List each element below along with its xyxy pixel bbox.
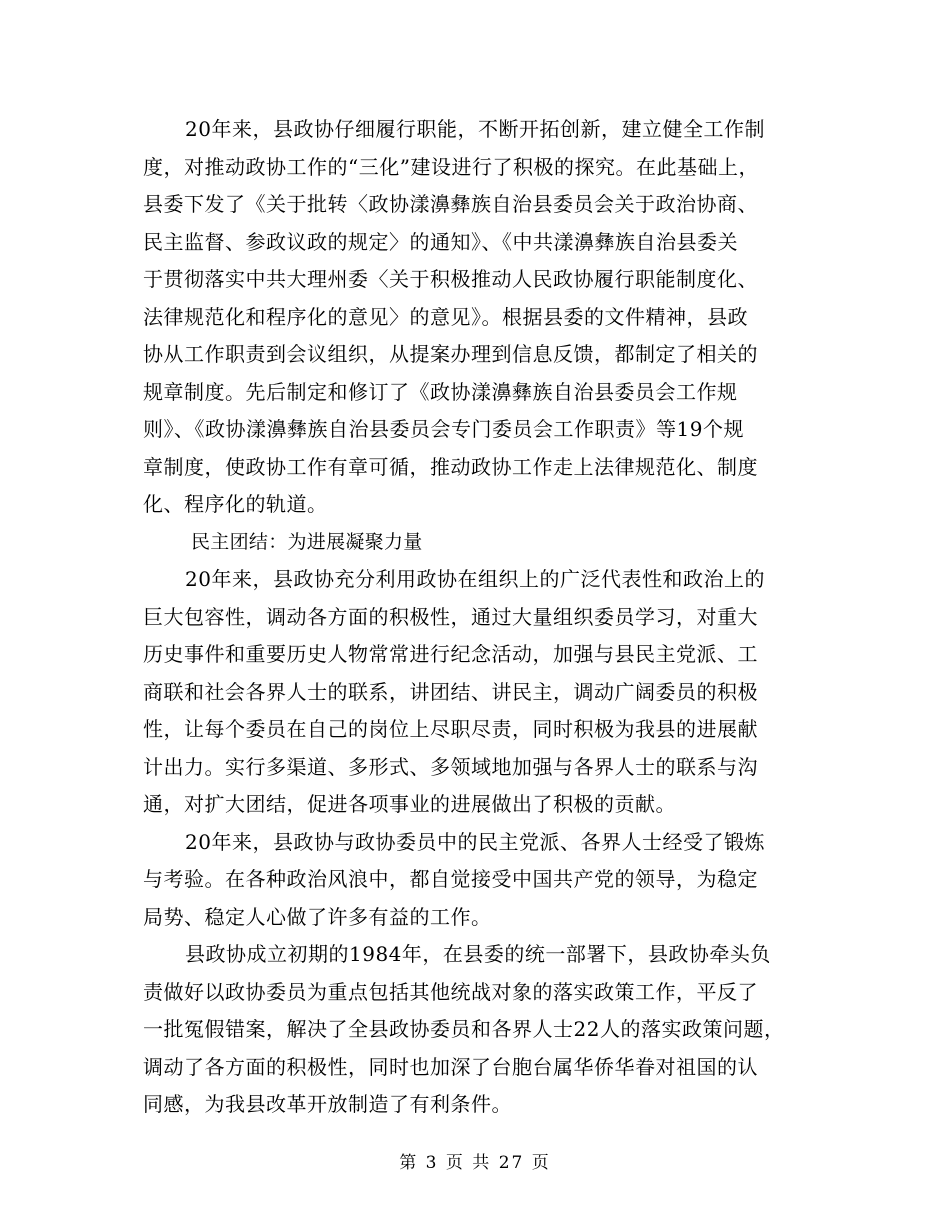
text-line: 度，对推动政协工作的“三化”建设进行了积极的探究。在此基础上， [143, 154, 759, 179]
text-line: 协从工作职责到会议组织，从提案办理到信息反馈，都制定了相关的 [143, 342, 758, 366]
text-line: 章制度，使政协工作有章可循，推动政协工作走上法律规范化、制度 [143, 454, 758, 479]
text-line: 20年来，县政协与政协委员中的民主党派、各界人士经受了锻炼 [185, 829, 765, 854]
text-line: 县委下发了《关于批转〈政协漾濞彝族自治县委员会关于政治协商、 [143, 192, 758, 216]
document-body [143, 111, 813, 1124]
text-line: 通，对扩大团结，促进各项事业的进展做出了积极的贡献。 [143, 792, 676, 816]
text-line: 计出力。实行多渠道、多形式、多领域地加强与各界人士的联系与沟 [143, 754, 758, 779]
paragraph-4 [143, 936, 813, 1124]
text-line: 巨大包容性，调动各方面的积极性，通过大量组织委员学习，对重大 [143, 604, 758, 629]
text-line: 一批冤假错案，解决了全县政协委员和各界人士22人的落实政策问题， [143, 1017, 785, 1041]
text-line: 法律规范化和程序化的意见〉的意见》。根据县委的文件精神，县政 [143, 304, 748, 329]
text-line: 化、程序化的轨道。 [143, 492, 328, 516]
text-line: 责做好以政协委员为重点包括其他统战对象的落实政策工作，平反了 [143, 979, 758, 1004]
text-line: 规章制度。先后制定和修订了《政协漾濞彝族自治县委员会工作规 [143, 379, 738, 404]
paragraph-3 [143, 824, 813, 937]
text-line: 20年来，县政协仔细履行职能，不断开拓创新，建立健全工作制 [185, 117, 765, 141]
text-line: 商联和社会各界人士的联系，讲团结、讲民主，调动广阔委员的积极 [143, 679, 758, 704]
text-line: 县政协成立初期的1984年，在县委的统一部署下，县政协牵头负 [185, 942, 771, 966]
paragraph-1 [143, 111, 813, 524]
text-line: 性，让每个委员在自己的岗位上尽职尽责，同时积极为我县的进展献 [143, 717, 758, 741]
text-line: 于贯彻落实中共大理州委〈关于积极推动人民政协履行职能制度化、 [143, 267, 758, 291]
section-heading: 民主团结：为进展凝聚力量 [191, 530, 423, 553]
text-line: 则》、《政协漾濞彝族自治县委员会专门委员会工作职责》等19个规 [143, 417, 744, 441]
text-line: 民主监督、参政议政的规定〉的通知》、《中共漾濞彝族自治县委关 [143, 229, 738, 254]
page-number-footer: 第 3 页 共 27 页 [399, 1153, 551, 1173]
text-line: 历史事件和重要历史人物常常进行纪念活动，加强与县民主党派、工 [143, 642, 758, 666]
text-line: 局势、稳定人心做了许多有益的工作。 [143, 904, 492, 929]
text-line: 与考验。在各种政治风浪中，都自觉接受中国共产党的领导，为稳定 [143, 867, 758, 891]
text-line: 同感，为我县改革开放制造了有利条件。 [143, 1092, 512, 1116]
text-line: 调动了各方面的积极性，同时也加深了台胞台属华侨华眷对祖国的认 [143, 1054, 758, 1079]
text-line: 20年来，县政协充分利用政协在组织上的广泛代表性和政治上的 [185, 567, 765, 591]
paragraph-2 [143, 561, 813, 824]
